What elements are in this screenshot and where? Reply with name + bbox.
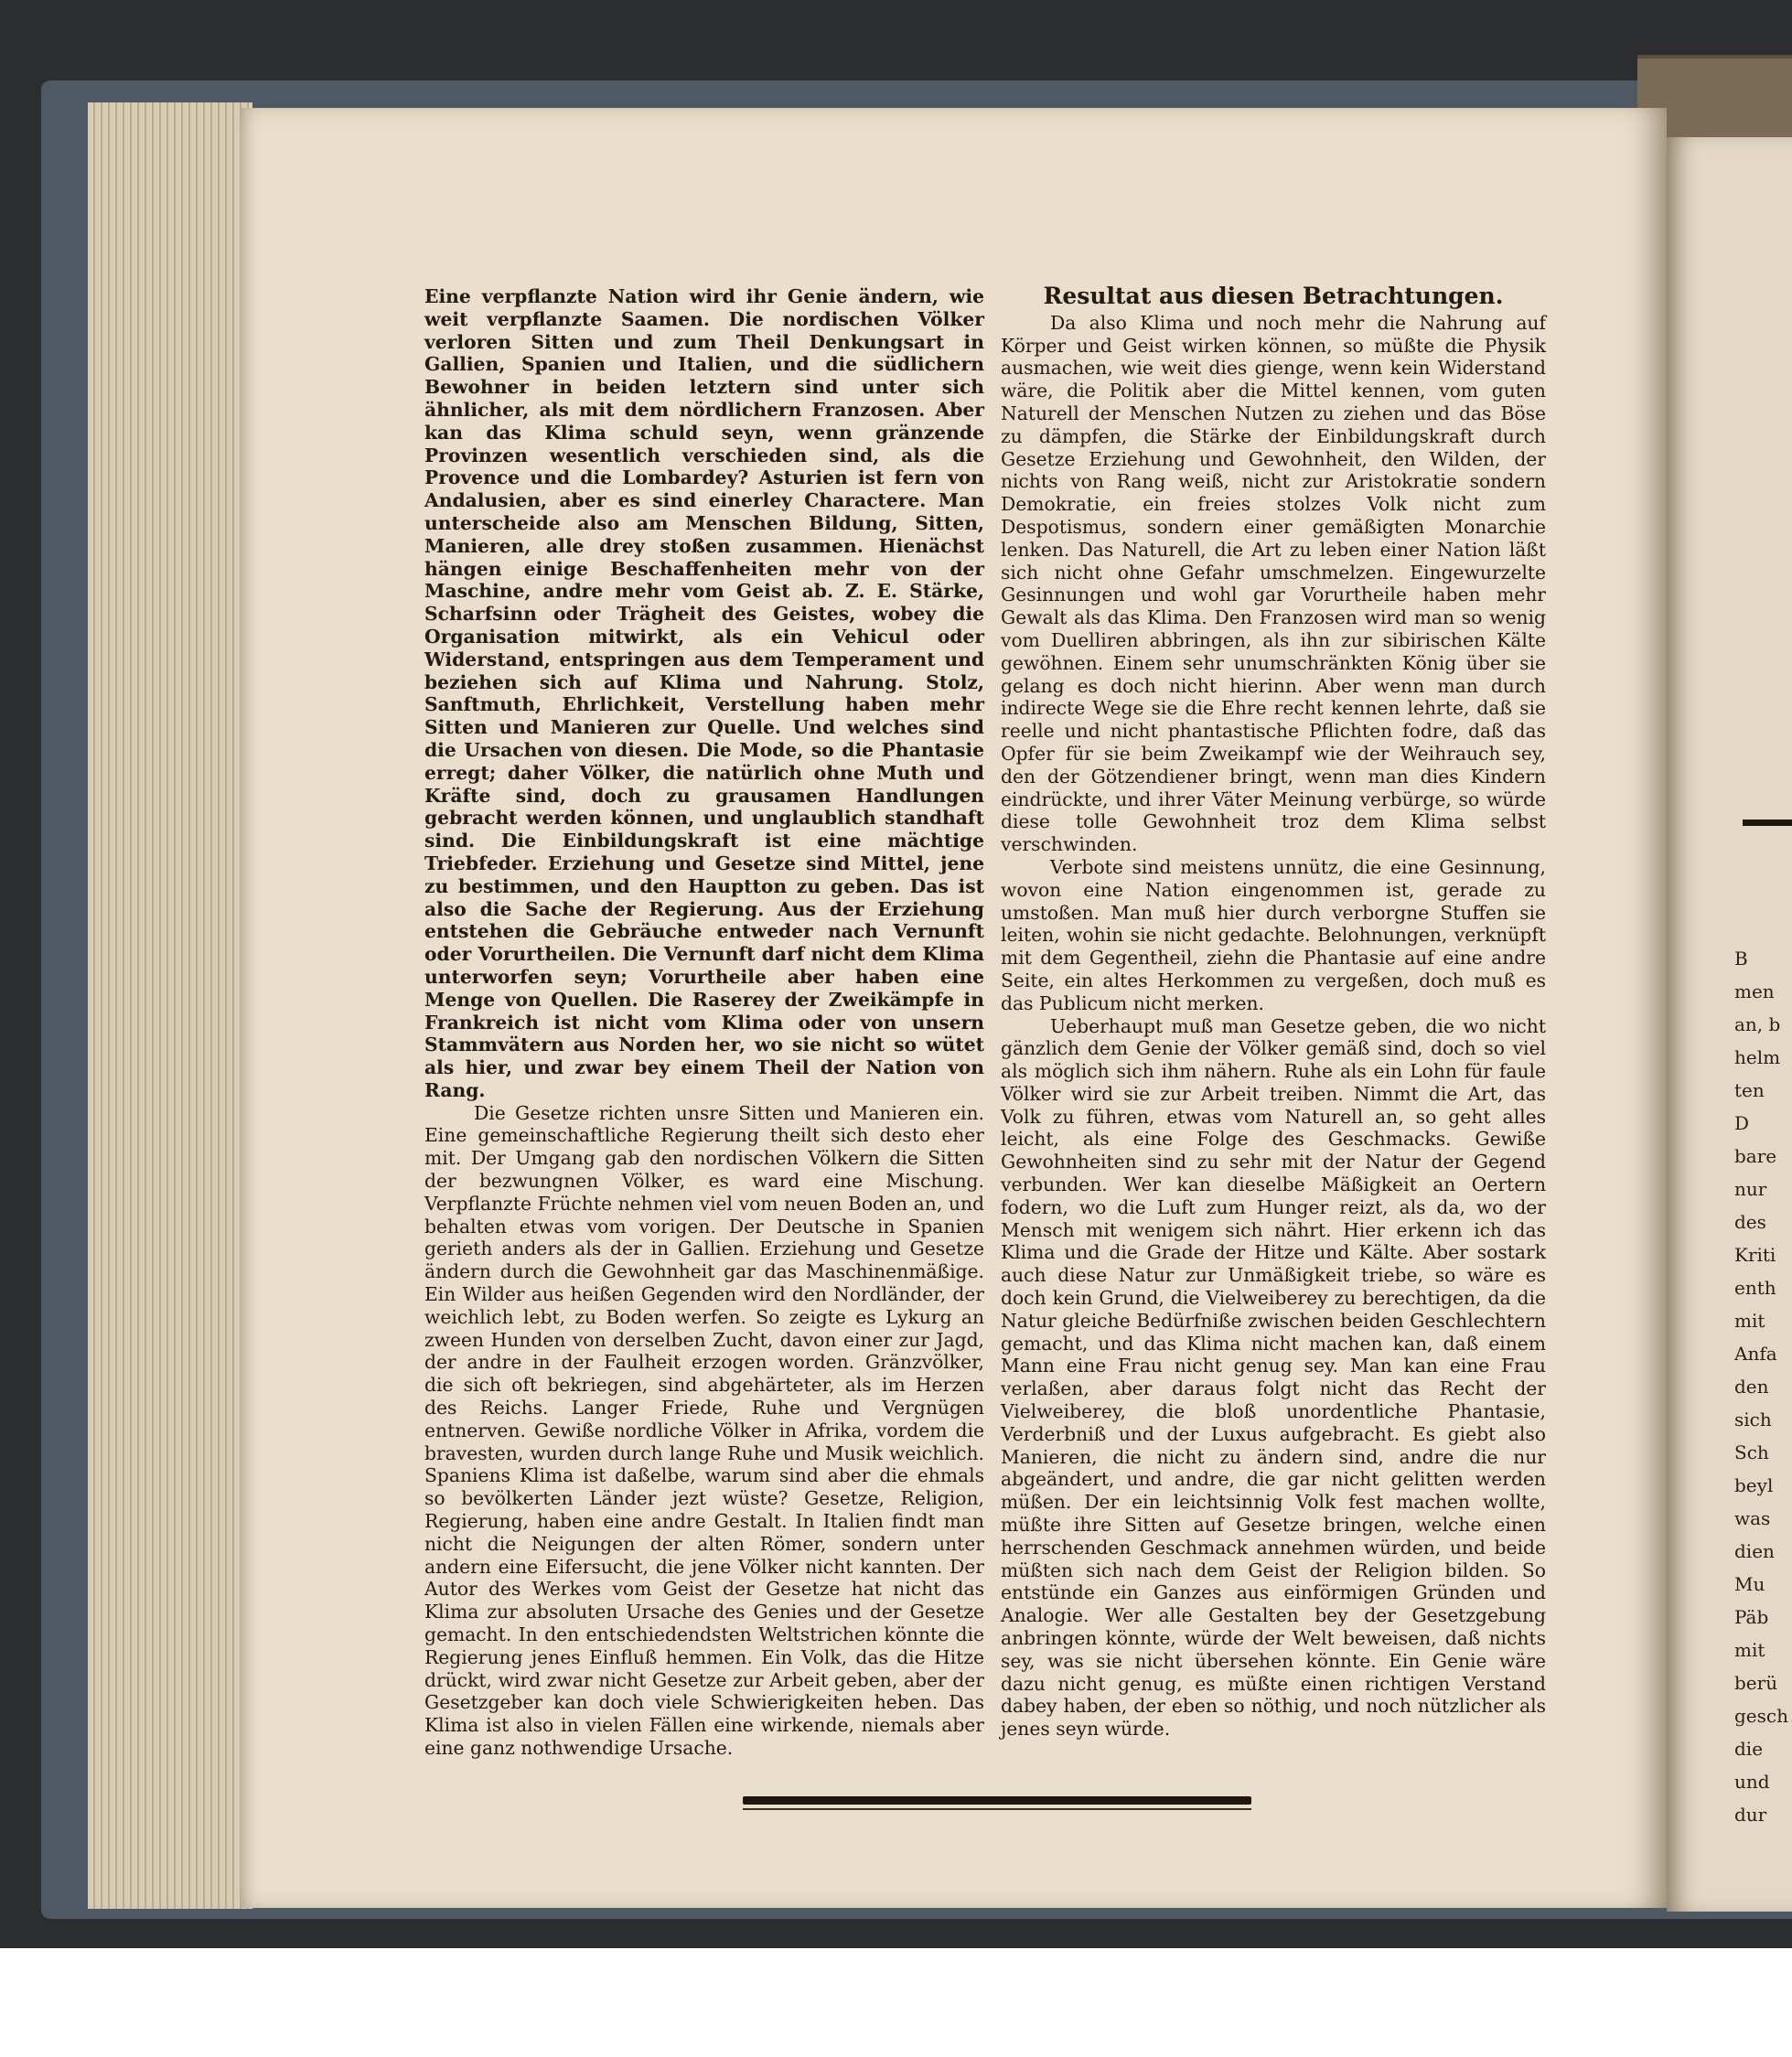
left-paragraph-2: Die Gesetze richten unsre Sitten und Manieren ein. Eine gemeinschaftliche Regierung theilt sich desto eher mit. Der Umgang gab den nordischen Völkern die Sitten der bezwungnen Völker, es ward eine Mischung. Verpflanzte Früchte nehmen viel vom neuen Boden an, und behalten etwas vom vorigen. Der Deutsche in Spanien gerieth anders als der in Gallien. Erziehung und Gesetze ändern durch die Gewohnheit gar das Maschinenmäßige. Ein Wilder aus heißen Gegenden wird den Nordländer, der weichlich lebt, zu Boden werfen. So zeigte es Lykurg an zween Hunden von derselben Zucht, davon einer zur Jagd, der andre in der Faulheit erzogen worden. Gränzvölker, die sich oft bekriegen, sind abgehärteter, als im Herzen des Reichs. Langer Friede, Ruhe und Vergnügen entnerven. Gewiße nordliche Völker in Afrika, vordem die bravesten, wurden durch lange Ruhe und Musik weichlich. Spaniens Klima ist daßelbe, warum sind aber die ehmals so bevölkerten Länder jezt wüste? Gesetze, Religion, Regierung, haben eine andre Gestalt. In Italien findt man nicht die Neigungen der alten Römer, sondern unter andern eine Eifersucht, die jene Völker nicht kannten. Der Autor des Werkes vom Geist der Gesetze hat nicht das Klima zur absoluten Ursache des Genies und der Gesetze gemacht. In den entschiedendsten Weltstrichen könnte die Regierung jenes Einfluß hemmen. Ein Volk, das die Hitze drückt, wird zwar nicht Gesetze zur Arbeit geben, aber der Gesetzgeber kan doch viele Schwierigkeiten heben. Das Klima ist also in vielen Fällen eine wirkende, niemals aber eine ganz nothwendige Ursache. — [424, 1101, 984, 1759]
facing-page-fragment: mit — [1734, 1310, 1765, 1332]
right-paragraph-1: Da also Klima und noch mehr die Nahrung auf Körper und Geist wirken können, so müßte die Physik ausmachen, wie weit dies gienge, wenn kein Widerstand wäre, die Politik aber die Mittel kennen, vom guten Naturell der Menschen Nutzen zu ziehen und das Böse zu dämpfen, die Stärke der Einbildungskraft durch Gesetze Erziehung und Gewohnheit, den Wilden, der nichts von Rang weiß, nicht zur Aristokratie sondern Demokratie, ein freies stolzes Volk nicht zum Despotismus, sondern einer gemäßigten Monarchie lenken. Das Naturell, die Art zu leben einer Nation läßt sich nicht ohne Gefahr umschmelzen. Eingewurzelte Gesinnungen und wohl gar Vorurtheile haben mehr Gewalt als das Klima. Den Franzosen wird man so wenig vom Duelliren abbringen, als ihn zur sibirischen Kälte gewöhnen. Einem sehr unumschränkten König über sie gelang es doch nicht hierinn. Aber wenn man durch indirecte Wege sie die Ehre recht kennen lehrte, daß sie reelle und nicht phantastische Pflichten fodre, daß das Opfer für sie beim Zweikampf wie der Weihrauch sey, den der Götzendiener bringt, wenn man dies Kindern eindrückte, und ihrer Väter Meinung verbürge, so würde diese tolle Gewohnheit troz dem Klima selbst verschwinden. — [1001, 311, 1546, 856]
facing-page-fragment: Kriti — [1734, 1244, 1776, 1266]
facing-page-fragment: dien — [1734, 1540, 1775, 1562]
facing-page-fragment: was — [1734, 1507, 1771, 1529]
section-heading: Resultat aus diesen Betrachtungen. — [1043, 283, 1504, 309]
facing-page-fragment: dur — [1734, 1804, 1767, 1826]
facing-page-fragment: und — [1734, 1771, 1770, 1793]
end-rule-thin — [743, 1808, 1251, 1810]
facing-page-fragment: gesch — [1734, 1705, 1788, 1727]
facing-page-fragment: Mu — [1734, 1573, 1765, 1595]
scan-bottom-margin — [0, 1948, 1792, 2057]
right-paragraph-2: Verbote sind meistens unnütz, die eine Gesinnung, wovon eine Nation eingenommen ist, gerade zu umstoßen. Man muß hier durch verborgne Stuffen sie leiten, wohin sie nicht gedachte. Belohnungen, verknüpft mit dem Gegentheil, ziehn die Phantasie auf eine andre Seite, ein altes Herkommen zu vergeßen, doch muß es das Publicum nicht merken. — [1001, 855, 1546, 1014]
facing-page-fragment: Päb — [1734, 1606, 1769, 1628]
facing-page-fragment: helm — [1734, 1046, 1781, 1068]
facing-page-fragment: berü — [1734, 1672, 1778, 1694]
facing-page-fragment: bare — [1734, 1145, 1777, 1167]
facing-page-fragment: ten — [1734, 1079, 1765, 1101]
page-fore-edge — [88, 102, 252, 1909]
facing-page-fragment: men — [1734, 980, 1775, 1002]
right-text-column — [1001, 285, 1546, 1741]
facing-page-fragment: des — [1734, 1211, 1766, 1233]
facing-page-fragment: den — [1734, 1376, 1769, 1398]
facing-page-fragment: B — [1734, 948, 1748, 970]
end-rule — [743, 1796, 1251, 1805]
left-paragraph-1: Eine verpflanzte Nation wird ihr Genie ändern, wie weit verpflanzte Saamen. Die nordischen Völker verloren Sitten und zum Theil Denkungsart in Gallien, Spanien und Italien, und die südlichern Bewohner in beiden letztern sind unter sich ähnlicher, als mit dem nördlichern Franzosen. Aber kan das Klima schuld seyn, wenn gränzende Provinzen wesentlich verschieden sind, als die Provence und die Lombardey? Asturien ist fern von Andalusien, aber es sind einerley Charactere. Man unterscheide also am Menschen Bildung, Sitten, Manieren, alle drey stoßen zusammen. Hienächst hängen einige Beschaffenheiten mehr von der Maschine, andre mehr vom Geist ab. Z. E. Stärke, Scharfsinn oder Trägheit des Geistes, wobey die Organisation mitwirkt, als ein Vehicul oder Widerstand, entspringen aus dem Temperament und beziehen sich auf Klima und Nahrung. Stolz, Sanftmuth, Ehrlichkeit, Verstellung haben mehr Sitten und Manieren zur Quelle. Und welches sind die Ursachen von diesen. Die Mode, so die Phantasie erregt; daher Völker, die natürlich ohne Muth und Kräfte sind, doch zu grausamen Handlungen gebracht werden können, und unglaublich standhaft sind. Die Einbildungskraft ist eine mächtige Triebfeder. Erziehung und Gesetze sind Mittel, jene zu bestimmen, und den Hauptton zu geben. Das ist also die Sache der Regierung. Aus der Erziehung entstehen die Gebräuche entweder nach Vernunft oder Vorurtheilen. Die Vernunft darf nicht dem Klima unterworfen seyn; Vorurtheile aber haben eine Menge von Quellen. Die Raserey der Zweikämpfe in Frankreich ist nicht vom Klima oder von unsern Stammvätern aus Norden her, wo sie nicht so wütet als hier, und zwar bey einem Theil der Nation von Rang. — [424, 285, 984, 1101]
facing-page-rule — [1743, 820, 1792, 826]
facing-page-fragment: D — [1734, 1112, 1750, 1134]
facing-page-fragment: nur — [1734, 1178, 1767, 1200]
facing-page-fragment: die — [1734, 1738, 1764, 1760]
facing-page-fragment: an, b — [1734, 1013, 1781, 1035]
facing-page-fragment: sich — [1734, 1409, 1772, 1430]
facing-page-text-fragments — [1734, 942, 1792, 1831]
facing-page-fragment: Sch — [1734, 1441, 1769, 1463]
facing-page-fragment: Anfa — [1734, 1343, 1777, 1365]
facing-page-fragment: mit — [1734, 1639, 1765, 1661]
facing-page-fragment: enth — [1734, 1277, 1776, 1299]
left-text-column — [424, 285, 984, 1760]
right-paragraph-3: Ueberhaupt muß man Gesetze geben, die wo nicht gänzlich dem Genie der Völker gemäß sind, doch so viel als möglich sich ihm nähern. Ruhe als ein Lohn für faule Völker wird sie zur Arbeit treiben. Nimmt die Art, das Volk zu führen, etwas vom Naturell an, so geht alles leicht, als eine Folge des Geschmacks. Gewiße Gewohnheiten sind zu sehr mit der Natur der Gegend verbunden. Wer kan dieselbe Mäßigkeit an Oertern fodern, wo die Luft zum Hunger reizt, als da, wo der Mensch mit wenigem sich nährt. Hier erkenn ich das Klima und die Grade der Hitze und Kälte. Aber sostark auch diese Natur zur Unmäßigkeit triebe, so wäre es doch kein Grund, die Vielweiberey zu berechtigen, da die Natur gleiche Bedürfniße zwischen beiden Geschlechtern gemacht, und das Klima nicht machen kan, daß einem Mann eine Frau nicht genug sey. Man kan eine Frau verlaßen, aber daraus folgt nicht das Recht der Vielweiberey, die bloß unordentliche Phantasie, Verderbniß und der Luxus aufgebracht. Es giebt also Manieren, die nicht zu ändern sind, andre die nur abgeändert, und andre, die gar nicht gelitten werden müßen. Der ein leichtsinnig Volk fest machen wollte, müßte ihre Sitten auf Gesetze bringen, welche einen herrschenden Geschmack annehmen würden, und beide müßten sich nach dem Geist der Religion bilden. So entstünde ein Ganzes aus einförmigen Gründen und Analogie. Wer alle Gestalten bey der Gesetzgebung anbringen könnte, würde der Welt beweisen, daß nichts sey, was sie nicht übersehen könnte. Ein Genie wäre dazu nicht genug, es müßte einen richtigen Verstand dabey haben, der eben so nöthig, und noch nützlicher als jenes seyn würde. — [1001, 1014, 1546, 1741]
facing-page-fragment: beyl — [1734, 1474, 1774, 1496]
